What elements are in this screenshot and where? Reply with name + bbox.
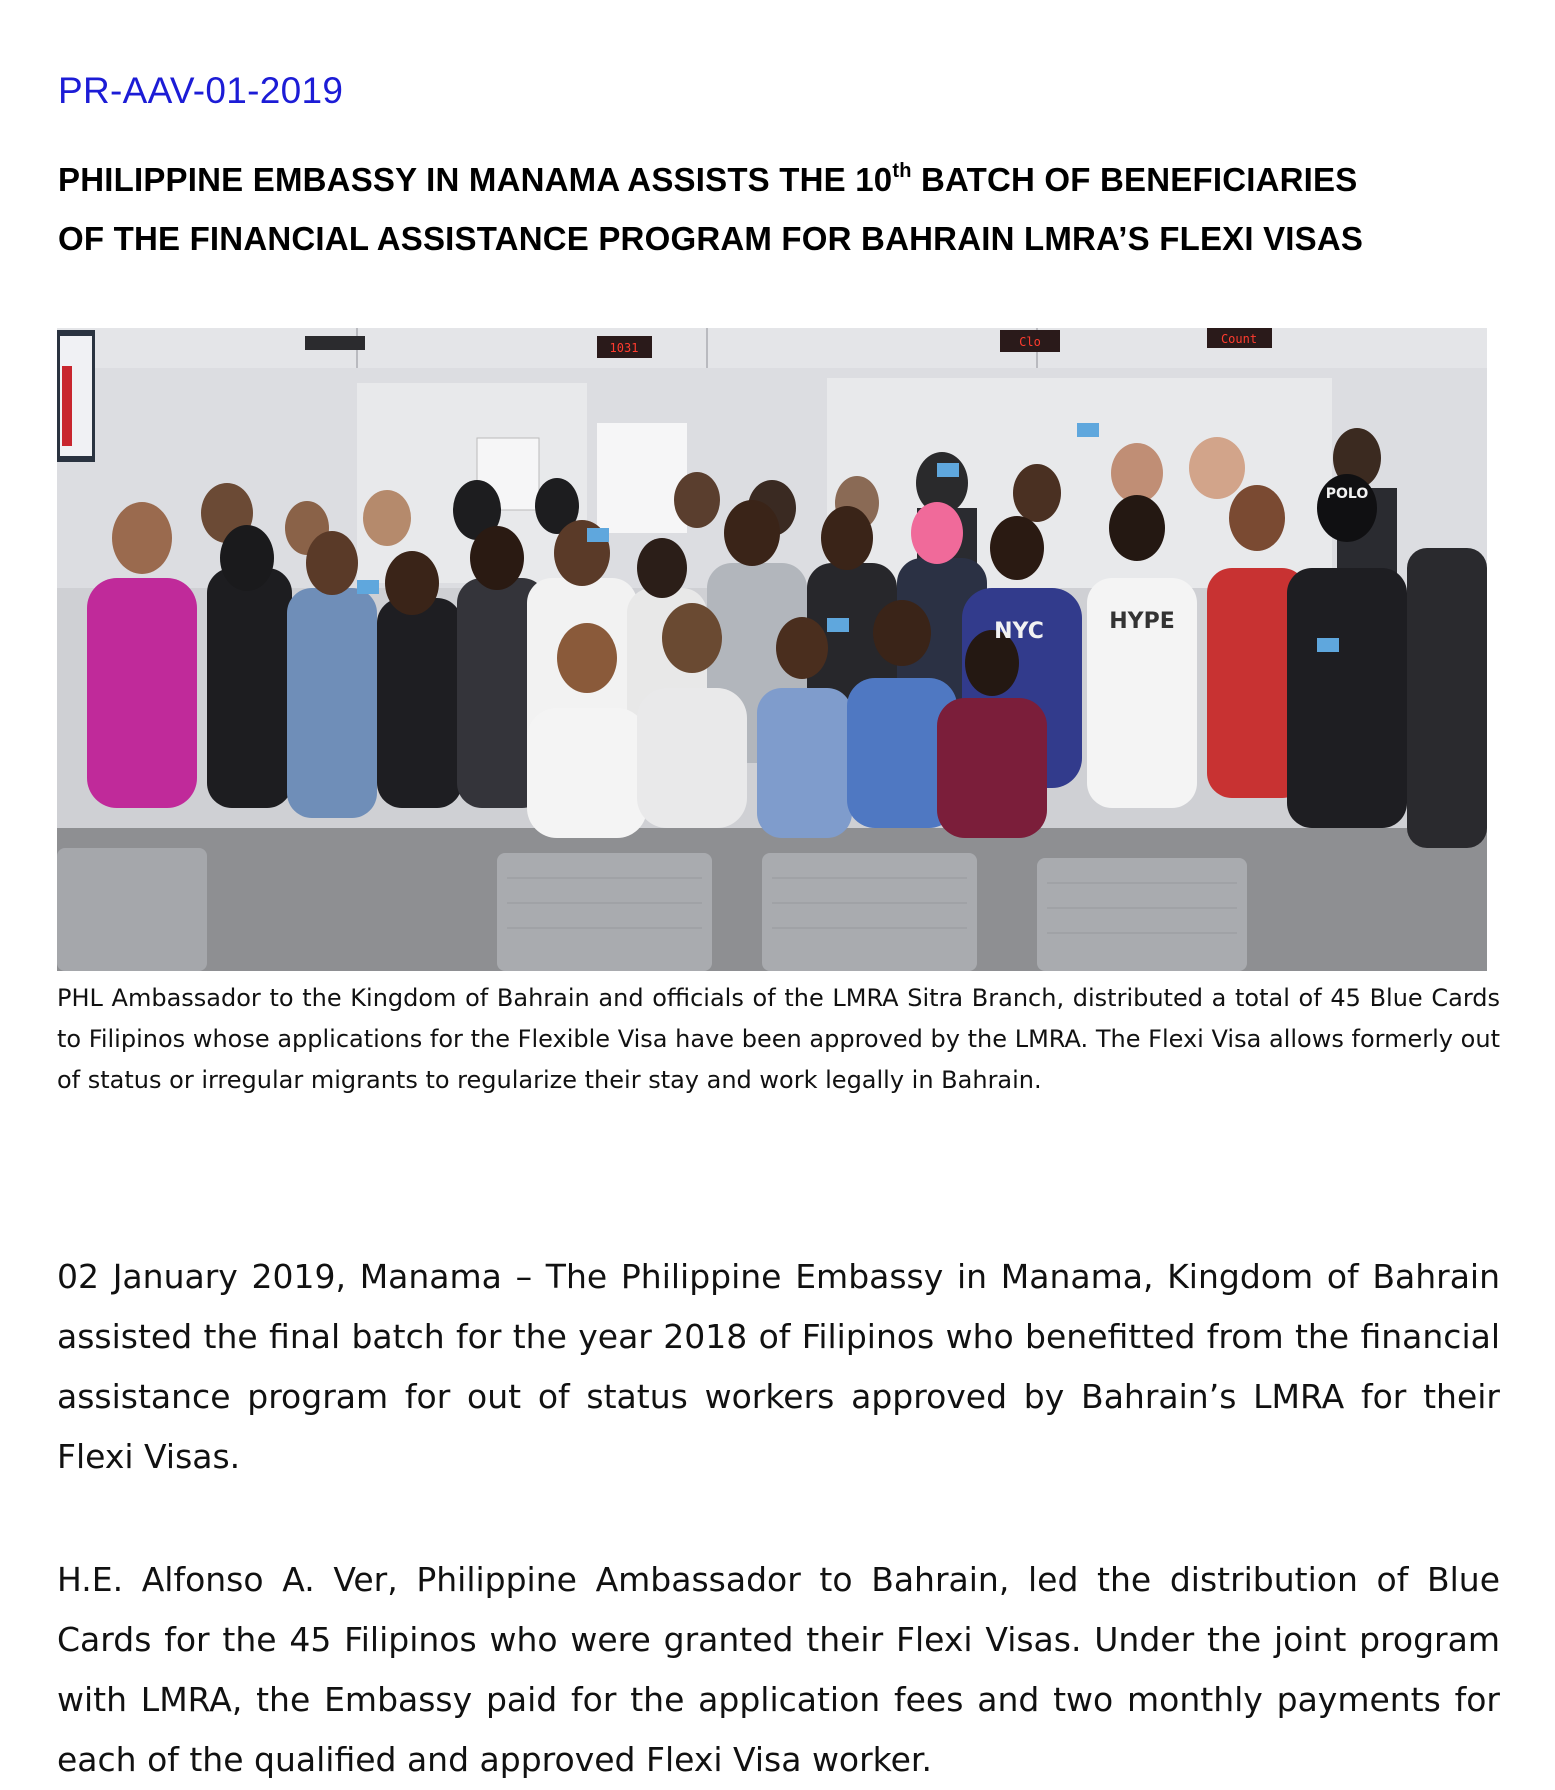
ordinal-suffix: th	[892, 160, 912, 182]
counter-sign-2	[1000, 330, 1060, 352]
headline	[58, 150, 1498, 268]
cap-text-polo: POLO	[1325, 486, 1369, 502]
headline-line-2: OF THE FINANCIAL ASSISTANCE PROGRAM FOR BAHRAIN LMRA’S FLEXI VISAS	[58, 220, 1364, 257]
body-paragraph-1: 02 January 2019, Manama – The Philippine Embassy in Manama, Kingdom of Bahrain assisted the final batch for the year 2018 of Filipinos who benefitted from the financial assistance program for out of status workers approved by Bahrain’s LMRA for their Flexi Visas.	[57, 1257, 1500, 1476]
shirt-text-nyc: NYC	[994, 619, 1044, 644]
counter-sign-1	[597, 336, 652, 358]
headline-line-1: PHILIPPINE EMBASSY IN MANAMA ASSISTS THE 10th BATCH OF BENEFICIARIES	[58, 160, 1358, 198]
body-paragraph-2: H.E. Alfonso A. Ver, Philippine Ambassador to Bahrain, led the distribution of Blue Cards for the 45 Filipinos who were granted their Flexi Visas. Under the joint program with LMRA, the Embassy paid for the application fees and two monthly payments for each of the qualified and approved Flexi Visa worker.	[57, 1560, 1500, 1779]
svg-text:Clo: Clo	[1019, 335, 1041, 349]
group-photo	[57, 328, 1487, 971]
svg-text:Count: Count	[1220, 332, 1258, 346]
svg-text:1031: 1031	[609, 341, 639, 355]
reference-number: PR-AAV-01-2019	[58, 70, 344, 111]
counter-sign-3	[1207, 328, 1272, 348]
shirt-text-hype: HYPE	[1109, 609, 1175, 634]
photo-caption: PHL Ambassador to the Kingdom of Bahrain and officials of the LMRA Sitra Branch, distributed a total of 45 Blue Cards to Filipinos whose applications for the Flexible Visa have been approved by the LMRA. The Flexi Visa allows formerly out of status or irregular migrants to regularize their stay and work legally in Bahrain.	[57, 984, 1500, 1094]
